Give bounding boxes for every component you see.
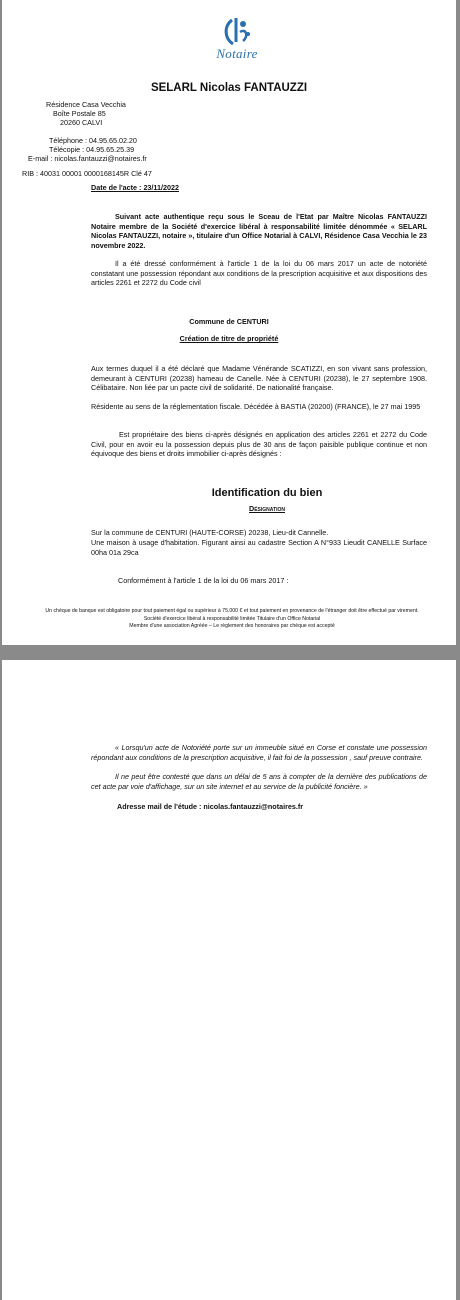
residence-paragraph: Résidente au sens de la réglementation fiscale. Décédée à BASTIA (20200) (FRANCE), le 27 mai 1995 [91, 402, 421, 411]
telecopie-value: 04.95.65.25.39 [86, 145, 135, 154]
conformity-line: Conformément à l'article 1 de la loi du 06 mars 2017 : [118, 576, 289, 585]
address-line: Boîte Postale 85 [53, 109, 106, 118]
telephone-value: 04.95.65.02.20 [88, 136, 137, 145]
address-line: 20260 CALVI [60, 118, 103, 127]
office-email-line: Adresse mail de l'étude : nicolas.fantauzzi@notaires.fr [117, 802, 304, 811]
telecopie-label: Télécopie : [49, 145, 85, 154]
email-value: nicolas.fantauzzi@notaires.fr [54, 154, 147, 163]
email-label: E-mail : [28, 154, 53, 163]
office-title: SELARL Nicolas FANTAUZZI [150, 82, 308, 94]
brand-name: Notaire [216, 46, 258, 61]
intro-bold-paragraph: Suivant acte authentique reçu sous le Sceau de l'Etat par Maître Nicolas FANTAUZZI Notaire membre de la Société d'exercice libéral à responsabilité limitée dénommée « SELARL Nicolas FANTAUZZI, notaire », titulaire d'un Office Notarial à CALVI, Résidence Casa Vecchia le 23 novembre 2022. [91, 212, 427, 250]
footer-line: Membre d'une association Agréée – Le règlement des honoraires par chèque est accepté [129, 623, 335, 629]
ownership-paragraph: Est propriétaire des biens ci-après désignés en application des articles 2261 et 2272 du Code Civil, pour en avoir eu la possession depuis plus de 30 ans de façon paisible publique continue et non équivoque des biens et droits immobilier ci-après désignés : [91, 430, 427, 458]
commune-title: Commune de CENTURI [189, 317, 269, 326]
telephone-label: Téléphone : [49, 136, 87, 145]
designation-heading: Désignation [249, 504, 285, 513]
page-footer [22, 608, 442, 631]
notaire-logo [202, 14, 272, 64]
property-description: Une maison à usage d'habitation. Figurant ainsi au cadastre Section A N°933 Lieudit CANELLE Surface 00ha 01a 29ca [91, 538, 427, 557]
footer-line: Un chèque de banque est obligatoire pour tout paiement égal ou supérieur à 75.000 € et tout paiement en provenance de l'étranger doit être effectué par virement. [45, 608, 419, 614]
quote-paragraph-1: « Lorsqu'un acte de Notoriété porte sur un immeuble situé en Corse et constate une possession répondant aux conditions de la prescription acquisitive, il fait foi de la possession , sauf preuve contraire. [91, 743, 427, 762]
commune-subtitle: Création de titre de propriété [179, 334, 279, 343]
notaire-emblem-icon [202, 14, 272, 48]
footer-line: Société d'exercice libéral à responsabilité limitée Titulaire d'un Office Notarial [143, 615, 321, 622]
rib-line: RIB : 40031 00001 0000168145R Clé 47 [22, 169, 152, 178]
identification-title: Identification du bien [211, 487, 323, 499]
act-date: Date de l'acte : 23/11/2022 [91, 183, 180, 192]
intro-paragraph: Il a été dressé conformément à l'article 1 de la loi du 06 mars 2017 un acte de notoriété constatant une possession répondant aux conditions de la prescription acquisitive et aux dispositions des articles 2261 et 2272 du Code civil [91, 259, 427, 287]
property-location: Sur la commune de CENTURI (HAUTE-CORSE) 20238, Lieu-dit Cannelle. [91, 528, 329, 537]
declaration-paragraph: Aux termes duquel il a été déclaré que Madame Vénérande SCATIZZI, en son vivant sans profession, demeurant à CENTURI (20238) hameau de Canelle. Née à CENTURI (20238), le 27 septembre 1908. Célibataire. Non liée par un pacte civil de solidarité. De nationalité française. [91, 364, 427, 392]
quote-paragraph-2: Il ne peut être contesté que dans un délai de 5 ans à compter de la dernière des publications de cet acte par voie d'affichage, sur un site internet et au service de la publicité foncière. » [91, 772, 427, 791]
document-page-2 [2, 660, 456, 1300]
address-line: Résidence Casa Vecchia [46, 100, 126, 109]
document-page-1 [2, 0, 456, 645]
email-line [28, 154, 147, 164]
